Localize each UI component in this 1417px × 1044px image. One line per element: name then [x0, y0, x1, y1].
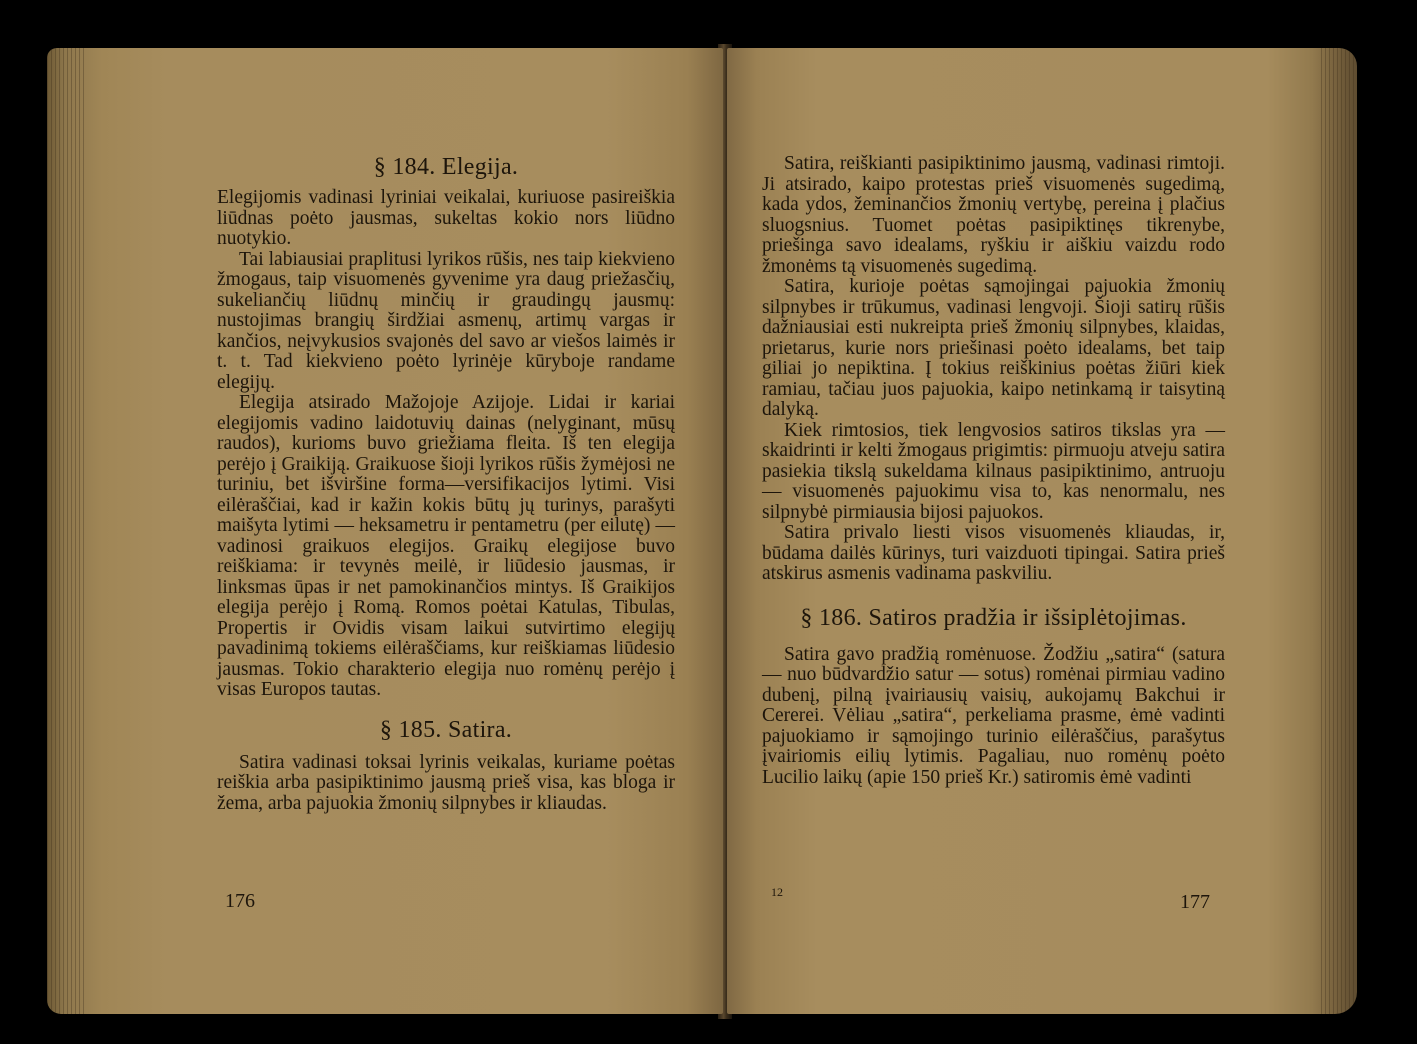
signature-mark: 12 [771, 885, 783, 899]
page-edge-texture [47, 48, 87, 1014]
page-edge-texture [1321, 48, 1357, 1014]
page-number: 177 [1180, 891, 1210, 913]
paragraph: Satira, reiškianti pasipiktinimo jausmą, vadinasi rimtoji. Ji atsirado, kaipo protestas prieš visuomenės sugedimą, kada ydos, žeminančios žmonių vertybę, pereina į plačius sluogsnius. Tuomet poėtas pasipiktinęs tikrenybe, priešinga savo idealams, ryškiu ir aiškiu vaizdu rodo žmonėms tą visuomenės sugedimą. [762, 153, 1225, 277]
paragraph: Satira privalo liesti visos visuomenės kliaudas, ir, būdama dailės kūrinys, turi vaizduoti tipingai. Satira prieš atskirus asmenis vadinama paskviliu. [762, 522, 1225, 584]
right-page-text [762, 154, 1225, 788]
paragraph: Tai labiausiai praplitusi lyrikos rūšis, nes taip kiekvieno žmogaus, taip visuomenės gyvenime yra daug priežasčių, sukeliančių liūdnų minčių ir graudingų jausmų: nustojimas brangių širdžiai asmenų, artimų vargas ir kančios, neįvykusios svajonės del savo ar viešos laimės ir t. t. Tad kiekvieno poėto lyrinėje kūryboje randame elegijų. [217, 248, 675, 393]
section-heading-184: § 184. Elegija. [373, 154, 519, 180]
left-page-text [217, 152, 675, 814]
paragraph: Satira, kurioje poėtas sąmojingai pajuokia žmonių silpnybes ir trūkumus, vadinasi lengvoji. Šioji satirų rūšis dažniausiai esti nukreipta prieš žmonių silpnybes, klaidas, prietarus, kurie nors priešinasi poėto idealams, bet taip giliai jo nepiktina. Į tokius reiškinius poėtas žiūri kiek ramiau, tačiau juos pajuokia, kaipo netinkamą ir taisytiną dalyką. [762, 276, 1225, 420]
paragraph: Satira gavo pradžią romėnuose. Žodžiu „satira“ (satura — nuo būdvardžio satur — sotus) romėnai pirmiau vadino dubenį, pilną įvairiausių vaisių, aukojamų Bakchui ir Cererei. Vėliau „satira“, perkeliama prasme, ėmė vadinti pajuokiamo ir sąmojingo turinio eilėraščius, parašytus įvairiomis eilių lytimis. Pagaliau, nuo romėnų poėto Lucilio laikų (apie 150 prieš Kr.) satiromis ėmė vadinti [762, 643, 1225, 788]
section-heading-186: § 186. Satiros pradžia ir išsiplėtojimas. [800, 604, 1187, 631]
section-heading-185: § 185. Satira. [379, 716, 513, 743]
paragraph: Satira vadinasi toksai lyrinis veikalas, kuriame poėtas reiškia arba pasipiktinimo jausmą prieš visa, kas bloga ir žema, arba pajuokia žmonių silpnybes ir kliaudas. [217, 751, 675, 814]
paragraph: Kiek rimtosios, tiek lengvosios satiros tikslas yra — skaidrinti ir kelti žmogaus prigimtis: pirmuoju atveju satira pasiekia tikslą sukeldama kilnaus pasipiktinimo, antruoju — visuomenės pajuokimu visa to, kas nenormalu, nes silpnybė pirmiausia bijosi pajuokos. [762, 419, 1225, 523]
paragraph: Elegija atsirado Mažojoje Azijoje. Lidai ir kariai elegijomis vadino laidotuvių dainas (nelyginant, mūsų raudos), kurioms buvo griežiama fleita. Iš ten elegija perėjo į Graikiją. Graikuose šioji lyrikos rūšis žymėjosi ne turiniu, bet išviršine forma—versifikacijos lytimi. Visi eilėraščiai, kad ir kažin kokis būtų jų turinys, parašyti maišyta lytimi — heksametru ir pentametru (per eilutę) — vadinosi graikuos elegijos. Graikų elegijose buvo reiškiama: ir tevynės meilė, ir liūdesio jausmas, ir linksmas ūpas ir net pamokinančios mintys. Iš Graikijos elegija perėjo į Romą. Romos poėtai Katulas, Tibulas, Propertis ir Ovidis visam laikui sutvirtimo elegijų pavadinimą tokiems eilėraščiams, kur reiškiamas liūdesio jausmas. Tokio charakterio elegija nuo romėnų perėjo į visas Europos tautas. [217, 392, 675, 700]
right-page [727, 48, 1357, 1014]
left-page [47, 48, 723, 1014]
page-number: 176 [225, 890, 255, 912]
paragraph: Elegijomis vadinasi lyriniai veikalai, kuriuose pasireiškia liūdnas poėto jausmas, sukeltas kokio nors liūdno nuotykio. [217, 187, 675, 249]
